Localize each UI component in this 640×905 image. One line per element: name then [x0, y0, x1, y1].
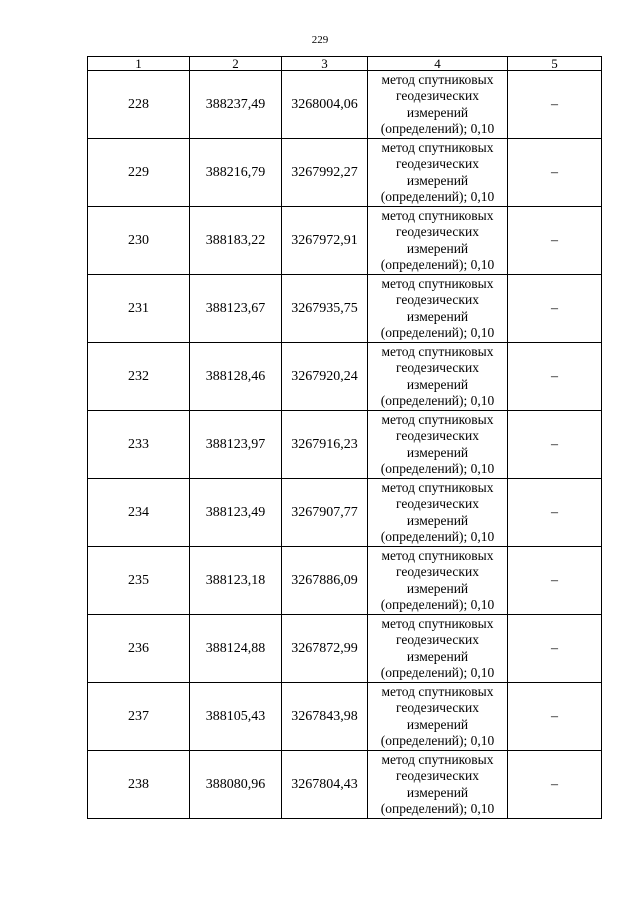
method-cell: [368, 547, 508, 615]
method-line: измерений: [406, 648, 469, 664]
col5-value: –: [508, 479, 602, 547]
method-line: метод спутниковых: [381, 547, 494, 563]
table-row: [88, 343, 602, 411]
point-number: 229: [88, 139, 190, 207]
column-header: 4: [368, 57, 508, 71]
point-number: 234: [88, 479, 190, 547]
method-line: геодезических: [396, 768, 479, 783]
coord-y: 3267843,98: [282, 683, 368, 751]
method-line: метод спутниковых: [381, 683, 494, 699]
method-line: геодезических: [396, 292, 479, 307]
method-line: измерений: [406, 444, 469, 460]
method-line: метод спутниковых: [381, 343, 494, 359]
col5-value: –: [508, 547, 602, 615]
point-number: 231: [88, 275, 190, 343]
method-line: геодезических: [396, 700, 479, 715]
coord-y: 3267992,27: [282, 139, 368, 207]
coord-y: 3267916,23: [282, 411, 368, 479]
method-line: геодезических: [396, 224, 479, 239]
col5-value: –: [508, 615, 602, 683]
table-row: [88, 751, 602, 819]
method-line: измерений: [406, 580, 469, 596]
point-number: 237: [88, 683, 190, 751]
coord-x: 388123,67: [190, 275, 282, 343]
col5-value: –: [508, 207, 602, 275]
point-number: 228: [88, 71, 190, 139]
coord-x: 388183,22: [190, 207, 282, 275]
method-cell: [368, 615, 508, 683]
method-line: (определений); 0,10: [380, 393, 495, 408]
method-line: геодезических: [396, 496, 479, 511]
col5-value: –: [508, 275, 602, 343]
method-line: измерений: [406, 104, 469, 120]
table-row: [88, 479, 602, 547]
method-cell: [368, 683, 508, 751]
method-line: геодезических: [396, 88, 479, 103]
coord-x: 388123,18: [190, 547, 282, 615]
coord-y: 3267920,24: [282, 343, 368, 411]
method-line: (определений); 0,10: [380, 529, 495, 544]
col5-value: –: [508, 411, 602, 479]
coord-x: 388123,97: [190, 411, 282, 479]
coord-y: 3267872,99: [282, 615, 368, 683]
coord-x: 388123,49: [190, 479, 282, 547]
method-cell: [368, 479, 508, 547]
coord-x: 388237,49: [190, 71, 282, 139]
method-line: измерений: [406, 240, 469, 256]
coord-x: 388105,43: [190, 683, 282, 751]
col5-value: –: [508, 343, 602, 411]
method-line: геодезических: [396, 360, 479, 375]
method-line: (определений); 0,10: [380, 733, 495, 748]
coord-y: 3267886,09: [282, 547, 368, 615]
method-cell: [368, 751, 508, 819]
method-line: метод спутниковых: [381, 207, 494, 223]
method-line: (определений); 0,10: [380, 189, 495, 204]
method-line: метод спутниковых: [381, 139, 494, 155]
method-line: метод спутниковых: [381, 479, 494, 495]
col5-value: –: [508, 751, 602, 819]
method-line: метод спутниковых: [381, 411, 494, 427]
point-number: 230: [88, 207, 190, 275]
column-header: 5: [508, 57, 602, 71]
method-cell: [368, 71, 508, 139]
method-line: метод спутниковых: [381, 615, 494, 631]
method-cell: [368, 207, 508, 275]
method-line: метод спутниковых: [381, 751, 494, 767]
method-line: геодезических: [396, 632, 479, 647]
method-cell: [368, 343, 508, 411]
coordinates-table: [87, 56, 602, 819]
col5-value: –: [508, 139, 602, 207]
method-line: измерений: [406, 784, 469, 800]
method-line: (определений); 0,10: [380, 597, 495, 612]
method-line: измерений: [406, 308, 469, 324]
page-number: 229: [311, 34, 329, 46]
method-line: (определений); 0,10: [380, 665, 495, 680]
method-line: геодезических: [396, 156, 479, 171]
method-line: геодезических: [396, 428, 479, 443]
method-line: измерений: [406, 512, 469, 528]
method-line: измерений: [406, 376, 469, 392]
table-row: [88, 207, 602, 275]
table-row: [88, 683, 602, 751]
table-row: [88, 411, 602, 479]
col5-value: –: [508, 71, 602, 139]
method-line: (определений); 0,10: [380, 325, 495, 340]
table-row: [88, 71, 602, 139]
coord-y: 3267907,77: [282, 479, 368, 547]
table-row: [88, 615, 602, 683]
method-line: (определений); 0,10: [380, 461, 495, 476]
table-row: [88, 275, 602, 343]
method-line: измерений: [406, 172, 469, 188]
point-number: 238: [88, 751, 190, 819]
method-line: (определений); 0,10: [380, 257, 495, 272]
coord-x: 388124,88: [190, 615, 282, 683]
column-header: 3: [282, 57, 368, 71]
table-row: [88, 547, 602, 615]
point-number: 235: [88, 547, 190, 615]
method-line: (определений); 0,10: [380, 801, 495, 816]
method-line: геодезических: [396, 564, 479, 579]
method-cell: [368, 411, 508, 479]
table-header-row: [88, 57, 602, 71]
col5-value: –: [508, 683, 602, 751]
point-number: 232: [88, 343, 190, 411]
method-line: метод спутниковых: [381, 71, 494, 87]
coord-y: 3267972,91: [282, 207, 368, 275]
coord-x: 388216,79: [190, 139, 282, 207]
coord-x: 388080,96: [190, 751, 282, 819]
method-cell: [368, 139, 508, 207]
point-number: 236: [88, 615, 190, 683]
coord-x: 388128,46: [190, 343, 282, 411]
column-header: 1: [88, 57, 190, 71]
column-header: 2: [190, 57, 282, 71]
coord-y: 3268004,06: [282, 71, 368, 139]
table-row: [88, 139, 602, 207]
method-line: (определений); 0,10: [380, 121, 495, 136]
point-number: 233: [88, 411, 190, 479]
coord-y: 3267804,43: [282, 751, 368, 819]
coord-y: 3267935,75: [282, 275, 368, 343]
method-line: метод спутниковых: [381, 275, 494, 291]
method-line: измерений: [406, 716, 469, 732]
method-cell: [368, 275, 508, 343]
